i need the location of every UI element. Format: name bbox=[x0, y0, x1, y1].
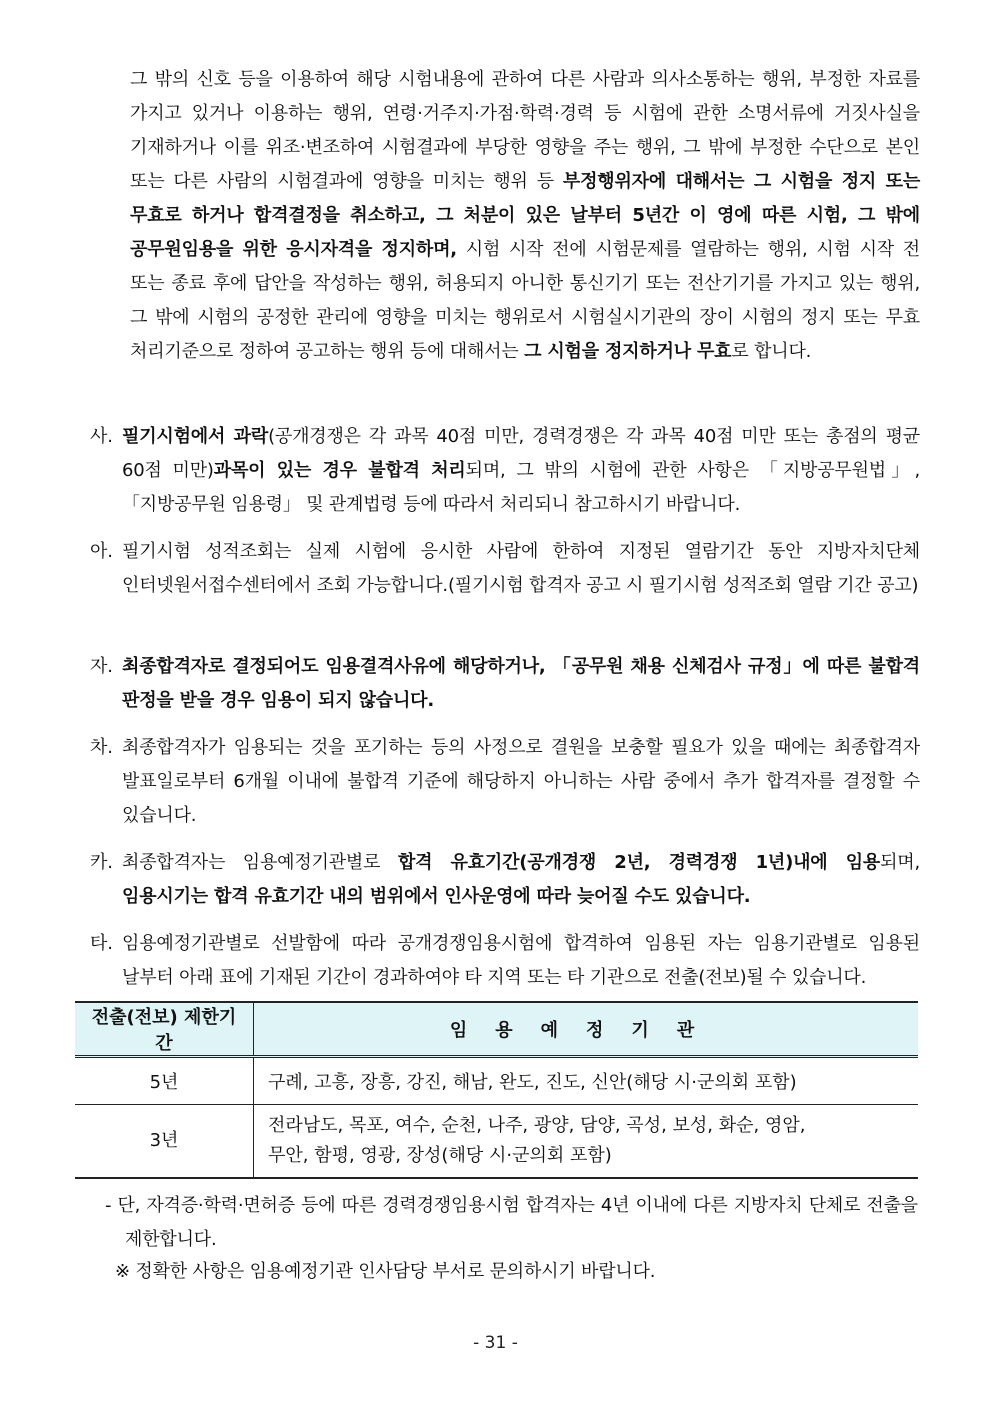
list-item-text: 필기시험 성적조회는 실제 시험에 응시한 사람에 한하여 지정된 열람기간 동안 지방자치단체 인터넷원서접수센터에서 조회 가능합니다.(필기시험 합격자 공고 시 필기시험 성적조회 열람 기간 공고) bbox=[122, 541, 920, 596]
table-row bbox=[75, 1057, 918, 1105]
list-item-text: 임용예정기관별로 선발함에 따라 공개경쟁임용시험에 합격하여 임용된 자는 임용기관별로 임용된 날부터 아래 표에 기재된 기간이 경과하여야 타 지역 또는 타 기관으로 전출(전보)될 수 있습니다. bbox=[122, 933, 920, 988]
list-item-text bbox=[122, 420, 920, 522]
list-item-label: 아. bbox=[90, 541, 113, 562]
agency-cell: 구례, 고흥, 장흥, 강진, 해남, 완도, 진도, 신안(해당 시·군의회 포함) bbox=[254, 1057, 919, 1105]
agency-line: 무안, 함평, 영광, 장성(해당 시·군의회 포함) bbox=[268, 1145, 612, 1166]
plain-text: 되며, 그 밖의 시험에 관한 사항은 「지방공무원법」, 「지방공무원 임용령」 및 관계법령 등에 따라서 처리되니 참고하시기 바랍니다. bbox=[122, 460, 920, 515]
bold-text: 필기시험에서 과락 bbox=[122, 426, 269, 447]
table-header-row bbox=[75, 1002, 918, 1057]
list-item-cha bbox=[90, 731, 920, 833]
bold-text: 과목이 있는 경우 불합격 처리 bbox=[213, 460, 466, 481]
bold-text: 합격 유효기간(공개경쟁 2년, 경력경쟁 1년)내에 임용 bbox=[397, 852, 881, 873]
period-cell: 5년 bbox=[75, 1057, 254, 1105]
list-item-a bbox=[90, 535, 920, 603]
paragraph-text: 시험 시작 전에 시험문제를 열람하는 행위, 시험 시작 전 또는 종료 후에 답안을 작성하는 행위, 허용되지 아니한 통신기기 또는 전산기기를 가지고 있는 행위, 그 밖에 시험의 공정한 관리에 영향을 미치는 행위로서 시험실시기관의 장이 시험의 정지 또는 무효 처리기준으로 정하여 공고하는 행위 등에 대해서는 bbox=[130, 239, 920, 362]
paragraph-text: 그 밖의 신호 등을 이용하여 해당 시험내용에 관하여 다른 사람과 의사소통하는 행위, 부정한 자료를 가지고 있거나 이용하는 행위, 연령·거주지·가점·학력·경력 등 시험에 관한 소명서류에 거짓사실을 기재하거나 이를 위조·변조하여 시험결과에 부당한 영향을 주는 행위, 그 밖에 부정한 수단으로 본인 또는 다른 사람의 시험결과에 영향을 미치는 행위 등 bbox=[130, 69, 920, 192]
plain-text: 되며, bbox=[880, 852, 920, 873]
note-dash: - 단, 자격증·학력·면허증 등에 따른 경력경쟁임용시험 합격자는 4년 이내에 다른 지방자치 단체로 전출을 제한합니다. bbox=[105, 1195, 918, 1250]
agency-cell bbox=[254, 1105, 919, 1179]
paragraph-bold-text: 부정행위자에 대해서는 그 시험을 정지 또는 무효로 하거나 합격결정을 취소하고, 그 처분이 있은 날부터 5년간 이 영에 따른 시험, 그 밖에 공무원임용을 위한 응시자격을 정지하며, bbox=[130, 171, 921, 260]
plain-text: 최종합격자는 임용예정기관별로 bbox=[122, 852, 398, 873]
list-item-text bbox=[122, 846, 920, 914]
header-agency: 임용예정기관 bbox=[254, 1002, 919, 1057]
continued-paragraph bbox=[130, 63, 920, 369]
note-reference: ※ 정확한 사항은 임용예정기관 인사담당 부서로 문의하시기 바랍니다. bbox=[115, 1261, 656, 1282]
list-item-ta bbox=[90, 927, 920, 995]
list-item-text: 최종합격자가 임용되는 것을 포기하는 등의 사정으로 결원을 보충할 필요가 있을 때에는 최종합격자 발표일로부터 6개월 이내에 불합격 기준에 해당하지 아니하는 사람 중에서 추가 합격자를 결정할 수 있습니다. bbox=[122, 737, 920, 826]
page-number: - 31 - bbox=[473, 1333, 518, 1353]
table-row bbox=[75, 1105, 918, 1179]
paragraph-bold-text: 그 시험을 정지하거나 무효 bbox=[524, 341, 732, 362]
paragraph-text: 로 합니다. bbox=[731, 341, 812, 362]
list-item-ja bbox=[90, 650, 920, 718]
list-item-text: 최종합격자로 결정되어도 임용결격사유에 해당하거나, 「공무원 채용 신체검사 규정」에 따른 불합격 판정을 받을 경우 임용이 되지 않습니다. bbox=[122, 656, 920, 711]
agency-line: 전라남도, 목포, 여수, 순천, 나주, 광양, 담양, 곡성, 보성, 화순, 영암, bbox=[268, 1115, 806, 1136]
plain-text: (공개경쟁은 각 과목 40점 미만, 경력경쟁은 각 과목 40점 미만 또는 총점의 평균 60점 미만) bbox=[122, 426, 920, 481]
list-item-sa bbox=[90, 420, 920, 522]
period-cell: 3년 bbox=[75, 1105, 254, 1179]
list-item-label: 차. bbox=[90, 737, 113, 758]
list-item-label: 카. bbox=[90, 852, 113, 873]
bold-text: 임용시기는 합격 유효기간 내의 범위에서 인사운영에 따라 늦어질 수도 있습니다. bbox=[122, 886, 751, 907]
list-item-label: 사. bbox=[90, 426, 113, 447]
header-period: 전출(전보) 제한기간 bbox=[75, 1002, 254, 1057]
list-item-label: 자. bbox=[90, 656, 113, 677]
list-item-label: 타. bbox=[90, 933, 113, 954]
list-item-ka bbox=[90, 846, 920, 914]
transfer-restriction-table bbox=[75, 1001, 918, 1179]
